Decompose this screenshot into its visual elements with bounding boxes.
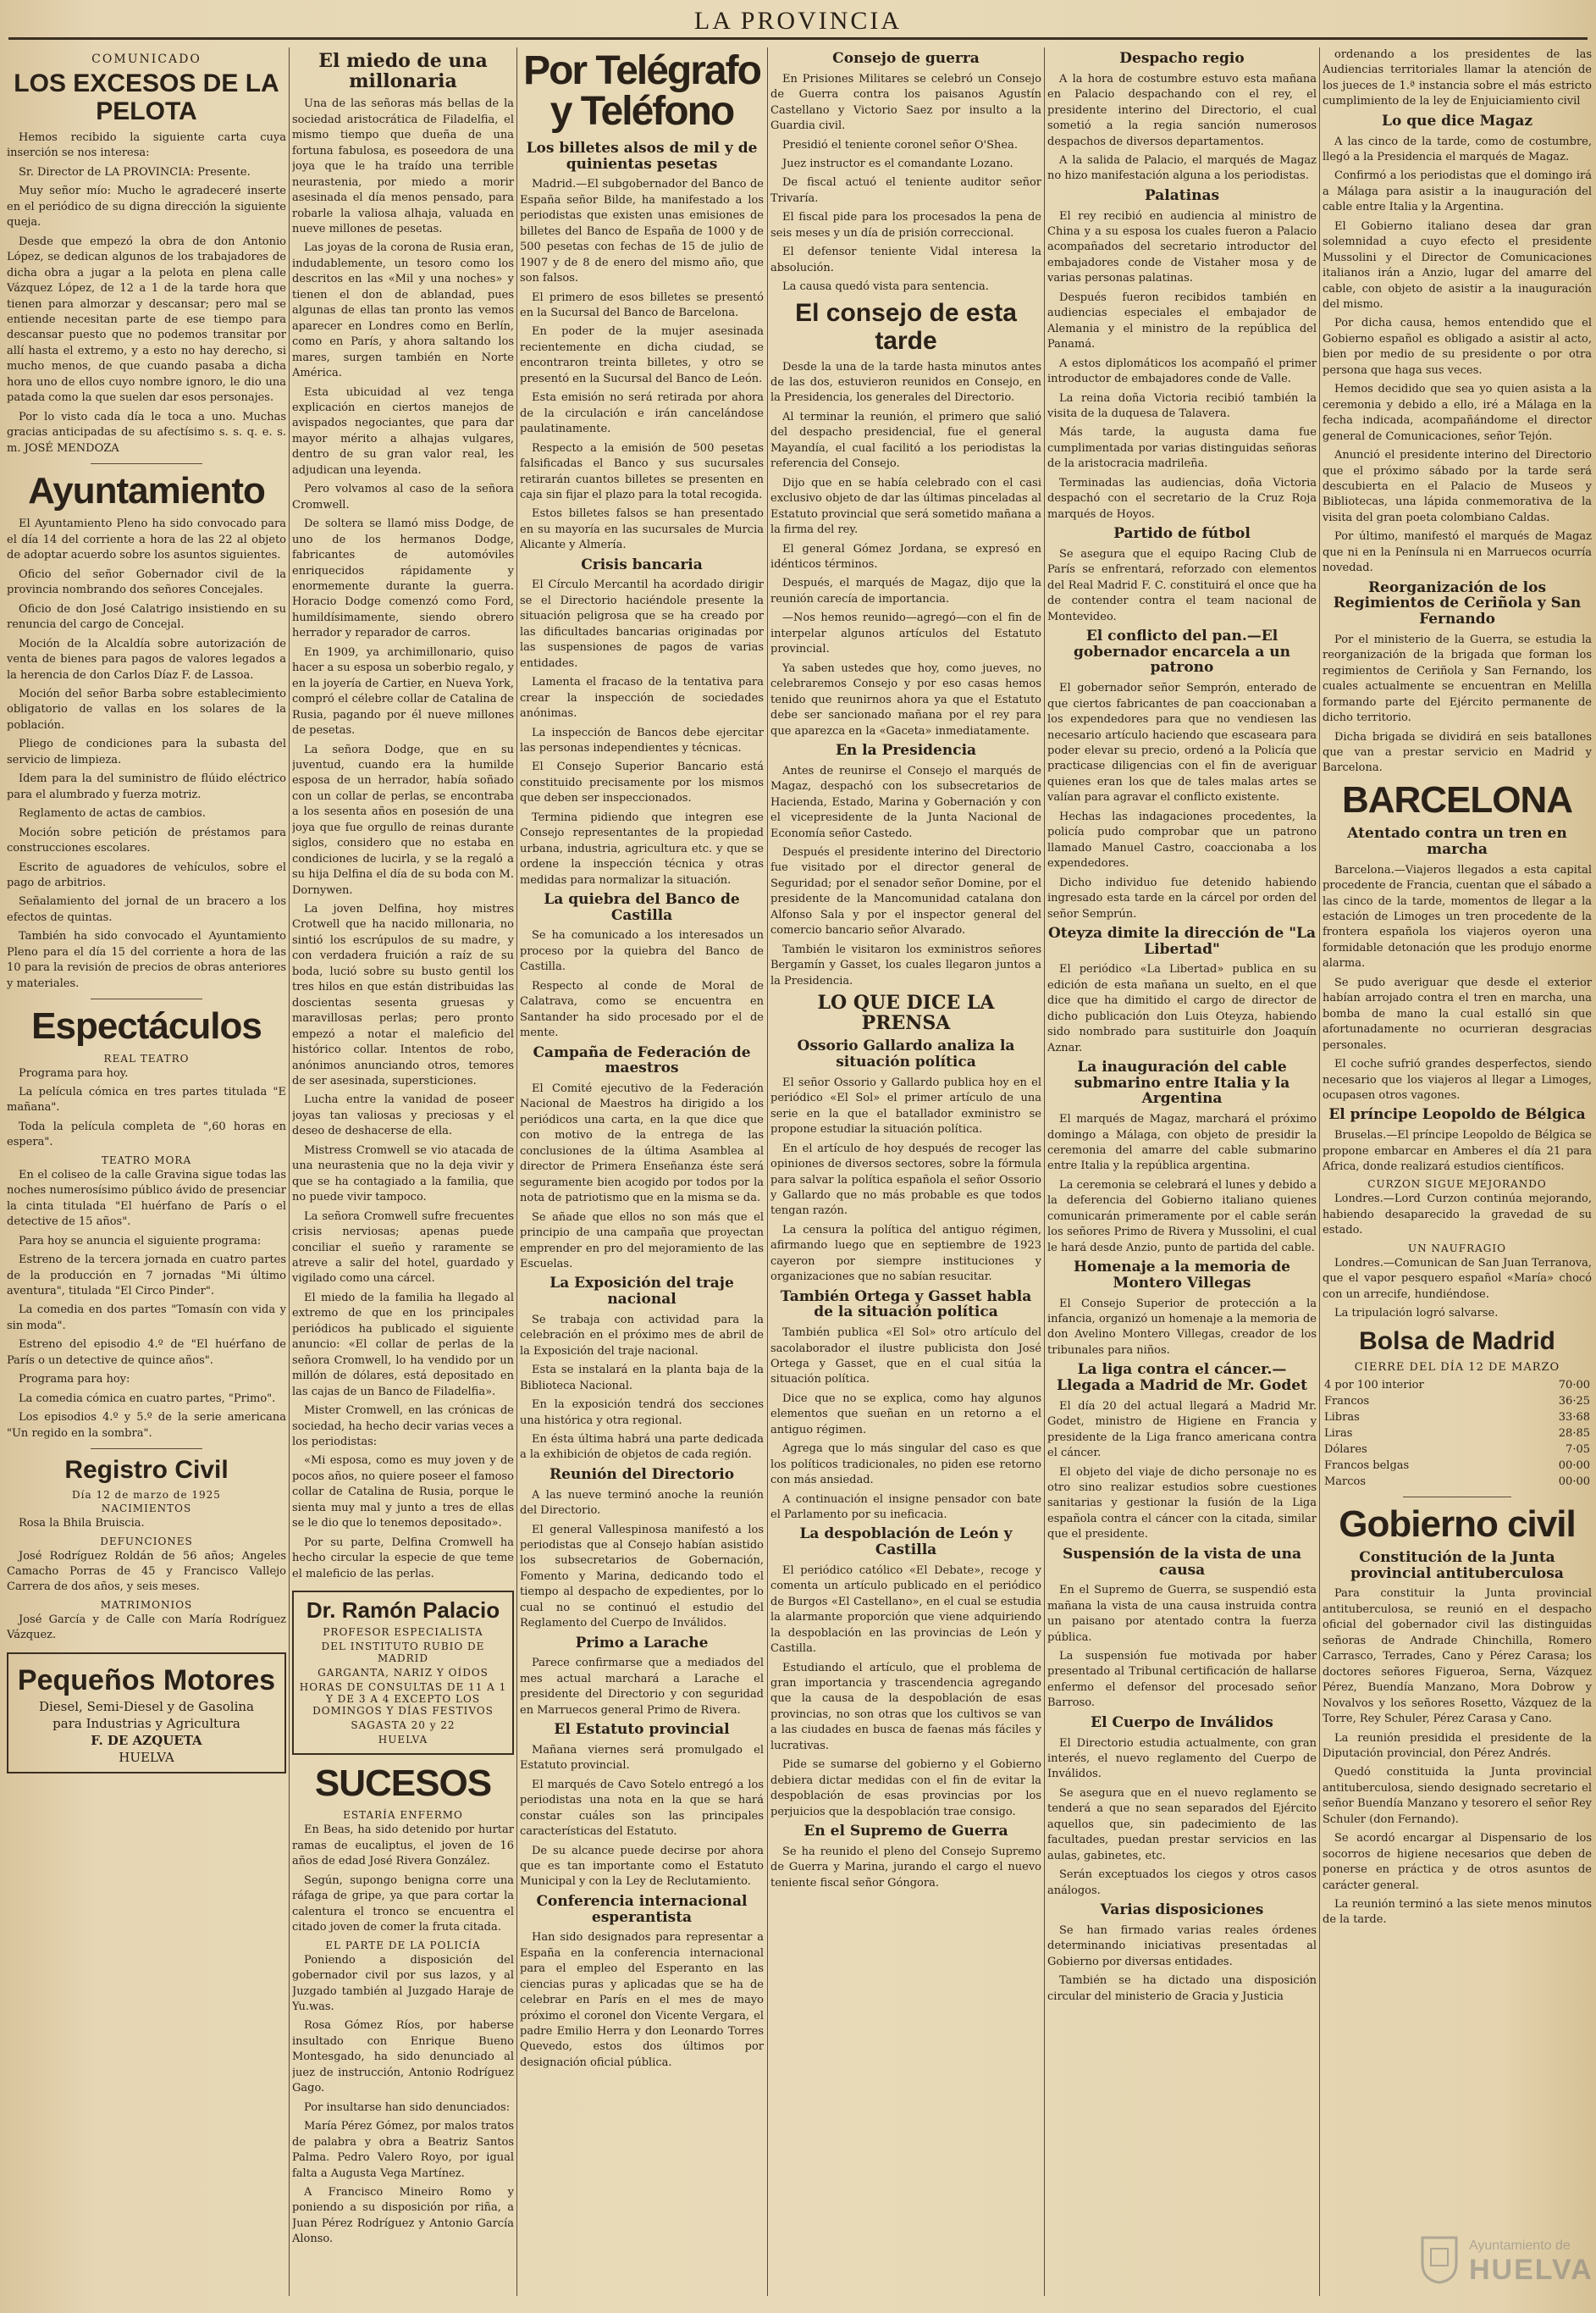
bolsa-value: 36·25 — [1558, 1394, 1590, 1408]
paragraph: La suspensión fue motivada por haber presentado al Tribunal certificación de hallarse enfermo el defensor del procesado señor Barroso. — [1047, 1650, 1317, 1710]
column-divider — [516, 47, 517, 2296]
bolsa-row — [1323, 1425, 1592, 1441]
paragraph: La señora Dodge, que en su juventud, cuando era la humilde esposa de un herrador, había soñado con un collar de perlas, se encontraba a los sesenta años en posesión de una joya que fue orgullo de reinas durante siglos, considero que no estaba en condiciones de lucirla, y se la regaló a su hija Delfina el día de su boda con M. Dornywen. — [292, 743, 514, 897]
watermark-line-2: HUELVA — [1469, 2254, 1593, 2286]
column-divider — [289, 47, 290, 2296]
paragraph: En la exposición tendrá dos secciones una histórica y otra regional. — [520, 1398, 764, 1427]
paragraph: Londres.—Comunican de San Juan Terranova, que el vapor pesquero español «María» chocó con un arrecife, hundiéndose. — [1323, 1256, 1592, 1301]
headline: La despoblación de León y Castilla — [799, 1525, 1013, 1559]
paragraph: El Ayuntamiento Pleno ha sido convocado para el día 14 del corriente a hora de las 22 al objeto de adoptar acuerdo sobre los asuntos siguientes. — [7, 517, 286, 562]
paragraph: A las cinco de la tarde, como de costumbre, llegó a la Presidencia el marqués de Magaz. — [1323, 135, 1592, 163]
headline-telegrafo: Por Telégrafo y Teléfono — [523, 48, 760, 134]
paragraph: El general Vallespinosa manifestó a los periodistas que al Consejo habían asistido los subsecretarios de Gobernación, Fomento y Marina, dedicando todo el tiempo al despacho de expedientes, por lo cual no se continuó el estudio del Reglamento del Cuerpo de Inválidos. — [520, 1523, 764, 1630]
paragraph: Hemos decidido que sea yo quien asista a la ceremonia y debido a ello, iré a Málaga en la fecha indicada, acompañándome el director general de Comunicaciones, señor Tejón. — [1323, 383, 1592, 443]
paragraph: Moción de la Alcaldía sobre autorización de venta de bienes para pagos de valores legados a la herencia de don Carlos Díaz F. de Lassoa. — [7, 637, 286, 682]
paragraph: Reglamento de actas de cambios. — [19, 807, 206, 821]
paragraph: Dijo que en se había celebrado con el casi exclusivo objeto de dar las últimas pinceladas al Estatuto provincial que será sometido mañana a la firma del rey. — [770, 476, 1041, 537]
paragraph: Desde la una de la tarde hasta minutos antes de las dos, estuvieron reunidos en Consejo, en la Presidencia, los generales del Directorio. — [770, 360, 1041, 405]
headline: La inauguración del cable submarino entre Italia y la Argentina — [1074, 1059, 1290, 1108]
paragraph: Estreno del episodio 4.º de "El huérfano de París o un detective de quince años". — [7, 1338, 286, 1367]
subhead: Día 12 de marzo de 1925 — [72, 1489, 221, 1502]
separator — [91, 463, 202, 464]
paragraph: En poder de la mujer asesinada recientemente en dicha ciudad, se encontraron treinta billetes, y otro se presentó en la Sucursal del Banco de León. — [520, 325, 764, 385]
bolsa-label: Liras — [1324, 1426, 1353, 1440]
headline: Constitución de la Junta provincial antituberculosa — [1350, 1549, 1564, 1582]
paragraph: La reunión presidida el presidente de la Diputación provincial, don Pérez Andrés. — [1323, 1731, 1592, 1760]
motores-name: F. DE AZQUETA — [91, 1732, 202, 1748]
doctor-city: HUELVA — [378, 1734, 428, 1746]
paragraph: La comedia cómica en cuatro partes, "Primo". — [19, 1392, 276, 1405]
paragraph: ordenando a los presidentes de las Audiencias territoriales llamar la atención de los jueces de 1.ª instancia sobre el más estricto cumplimiento de la ley de Enjuiciamiento civil — [1323, 48, 1592, 108]
paragraph: Idem para la del suministro de flúido eléctrico para el alumbrado y fuerza motriz. — [7, 772, 286, 801]
paragraph: Se han firmado varias reales órdenes determinando iniciativas presentadas al Gobierno por diversas entidades. — [1047, 1923, 1317, 1968]
paragraph: Al terminar la reunión, el primero que salió del despacho presidencial, fue el general Mayandía, el cual facilitó a los periodistas la referencia del Consejo. — [770, 410, 1041, 471]
paragraph: El miedo de la familia ha llegado al extremo de que en los principales periódicos ha publicado el siguiente anuncio: «El collar de perlas de la señora Cromwell, lo ha vendido por un millón de dólares, está depositado en las cajas de un Banco de Filadelfia». — [292, 1291, 514, 1398]
paragraph: La tripulación logró salvarse. — [1334, 1307, 1499, 1320]
paragraph: Se ha reunido el pleno del Consejo Supremo de Guerra y Marina, jurando el cargo el nuevo teniente fiscal señor Góngora. — [770, 1845, 1041, 1890]
headline-millonaria: El miedo de una millonaria — [318, 50, 488, 93]
paragraph: Londres.—Lord Curzon continúa mejorando, habiendo desaparecido la gravedad de su estado. — [1323, 1192, 1592, 1237]
paragraph: Por lo visto cada día le toca a uno. Muchas gracias anticipadas de su afectísimo s. s. q. e. s. m. JOSÉ MENDOZA — [7, 410, 286, 455]
headline: El Estatuto provincial — [554, 1721, 730, 1739]
motores-advert — [7, 1652, 286, 1773]
paragraph: Hechas las indagaciones procedentes, la policía pudo comprobar que un patrono llamado Manuel Castro, coaccionaba a los expendedores. — [1047, 810, 1317, 871]
paragraph: Mistress Cromwell se vio atacada de una neurastenia que no la deja vivir y que se ha contagiado a la familia, que no puede vivir tampoco. — [292, 1143, 514, 1204]
bolsa-value: 28·85 — [1558, 1426, 1590, 1440]
bolsa-value: 7·05 — [1566, 1442, 1590, 1456]
subhead: EL PARTE DE LA POLICÍA — [325, 1939, 481, 1951]
paragraph: A continuación el insigne pensador con bate el Parlamento por su ineficacia. — [770, 1492, 1041, 1522]
headline: El Cuerpo de Inválidos — [1091, 1713, 1273, 1731]
bolsa-value: 00·00 — [1558, 1475, 1590, 1488]
doctor-advert — [292, 1591, 514, 1755]
paragraph: Escrito de aguadores de vehículos, sobre el pago de arbitrios. — [7, 860, 286, 889]
paragraph: El Consejo Superior Bancario está constituido precisamente por los mismos que deben ser inspeccionados. — [520, 761, 764, 805]
headline: El conflicto del pan.—El gobernador encarcela a un patrono — [1073, 628, 1291, 677]
paragraph: Se pudo averiguar que desde el exterior habían arrojado contra el tren en marcha, una bomba de mano la cual estalló sin que afortunadamente no ocurrieran desgracias personales. — [1323, 976, 1592, 1052]
paragraph: José García y de Calle con María Rodríguez Vázquez. — [7, 1613, 286, 1642]
paragraph: A las nueve terminó anoche la reunión del Directorio. — [520, 1488, 764, 1518]
paragraph: El rey recibió en audiencia al ministro de China y a su esposa los cuales fueron a Palacio acompañados del secretario introductor del embajadores conde de Vistaher mosa y de varias personas palatinas. — [1047, 209, 1317, 285]
paragraph: Después fueron recibidos también en audiencias especiales el embajador de Alemania y el ministro de la república del Panamá. — [1047, 291, 1317, 351]
column-divider — [1044, 47, 1045, 2296]
header-rule — [8, 37, 1588, 40]
paragraph: Después, el marqués de Magaz, dijo que la reunión carecía de importancia. — [770, 577, 1041, 606]
paragraph: Esta ubicuidad al vez tenga explicación en ciertos manejos de avispados negociantes, que para dar mayor mérito a alhajas vulgares, dentro de su gran valor real, les adjudican una leyenda. — [292, 385, 514, 477]
subhead: REAL TEATRO — [103, 1052, 190, 1065]
paragraph: También ha sido convocado el Ayuntamiento Pleno para el día 15 del corriente a hora de las 10 para la revisión de precios de obras anteriores y materiales. — [7, 930, 286, 990]
headline: Los billetes alsos de mil y de quinientas pesetas — [526, 140, 758, 173]
paragraph: De soltera se llamó miss Dodge, de uno de los hermanos Dodge, fabricantes de automóviles enriquecidos rápidamente y enormemente durante la guerra. Horacio Dodge comenzó como Ford, humildísimamente, siendo obrero herrador y reparador de carros. — [292, 517, 514, 640]
paragraph: Oficio de don José Calatrigo insistiendo en su renuncia del cargo de Concejal. — [7, 602, 286, 632]
paragraph: Desde que empezó la obra de don Antonio López, se dedican algunos de los trabajadores de dicha obra a jugar a la pelota en plena calle Vázquez López, de 12 a 1 de la tarde hora que tienen para almorzar y descansar; pero mal se entiende necesitan parte de ese tiempo para descansar puesto que no podemos transitar por allí hasta el extremo, y a esto no hay derecho, si mucho menos, de que cuando pasaba a dicha hora uno de ellos cuyo nombre ignoro, le dio una patada como la que suelen dar esos personajes. — [7, 235, 286, 405]
paragraph: La comedia en dos partes "Tomasín con vida y sin moda". — [7, 1303, 286, 1332]
headline: También Ortega y Gasset habla de la situación política — [780, 1287, 1032, 1321]
paragraph: Oficio del señor Gobernador civil de la provincia nombrando dos señores Concejales. — [7, 567, 286, 597]
paragraph: Moción sobre petición de préstamos para construcciones escolares. — [7, 826, 286, 855]
headline: En la Presidencia — [835, 742, 977, 759]
headline: Palatinas — [1144, 186, 1220, 204]
headline-ayuntamiento: Ayuntamiento — [28, 470, 265, 512]
subhead: TEATRO MORA — [101, 1154, 192, 1166]
paragraph: Muy señor mío: Mucho le agradeceré inserte en el periódico de su digna dirección la siguiente queja. — [7, 185, 286, 230]
headline: La quiebra del Banco de Castilla — [544, 891, 740, 924]
subhead: ESTARÍA ENFERMO — [343, 1809, 463, 1822]
motores-city: HUELVA — [119, 1749, 174, 1765]
paragraph: Por su parte, Delfina Cromwell ha hecho circular la especie de que teme el maleficio de las perlas. — [292, 1536, 514, 1580]
paragraph: Toda la película completa de ",60 horas en espera". — [7, 1120, 286, 1149]
column-4 — [770, 47, 1041, 2296]
subhead: MATRIMONIOS — [100, 1598, 193, 1611]
headline-consejo-tarde: El consejo de esta tarde — [795, 298, 1017, 355]
column-divider — [767, 47, 768, 2296]
doctor-line: HORAS DE CONSULTAS DE 11 A 1 Y DE 3 A 4 EXCEPTO LOS DOMINGOS Y DÍAS FESTIVOS — [299, 1681, 507, 1718]
paragraph: Mister Cromwell, en las crónicas de sociedad, ha hecho decir varias veces a los periodistas: — [292, 1404, 514, 1448]
paragraph: El día 20 del actual llegará a Madrid Mr. Godet, ministro de Higiene en Francia y presidente de la Liga franco americana contra el cáncer. — [1047, 1399, 1317, 1460]
paragraph: Esta se instalará en la planta baja de la Biblioteca Nacional. — [520, 1364, 764, 1392]
headline: Lo que dice Magaz — [1381, 112, 1532, 130]
paragraph: También le visitaron los exministros señores Bergamín y Gasset, los cuales llegaron juntos a la Presidencia. — [770, 943, 1041, 988]
paragraph: El periódico «La Libertad» publica en su edición de esta mañana un suelto, en el que dice que ha dimitido el cargo de director de dicho publicación don Luis Oteyza, habiendo sido nombrado para sustituirle don Joaquín Aznar. — [1047, 963, 1317, 1054]
headline-bolsa: Bolsa de Madrid — [1359, 1326, 1555, 1355]
paragraph: Los episodios 4.º y 5.º de la serie americana "Un regido en la sombra". — [7, 1411, 286, 1440]
paragraph: Programa para hoy: — [19, 1373, 130, 1386]
paragraph: Según, supongo benigna corre una ráfaga de gripe, ya que para cortar la calentura el tronco se encuentra el citado joven de comer la fruta citada. — [292, 1873, 514, 1934]
headline: En el Supremo de Guerra — [804, 1823, 1008, 1840]
watermark-line-1: Ayuntamiento de — [1469, 2238, 1571, 2253]
subhead: DEFUNCIONES — [100, 1535, 193, 1547]
headline: Oteyza dimite la dirección de "La Libertad" — [1047, 924, 1317, 958]
paragraph: Las joyas de la corona de Rusia eran, indudablemente, un tesoro como los descritos en las «Mil y una noches» y tienen el don de ablandad, pues algunas de ellas tan pronto las vemos aparecer en Londres como en Berlín, como en París, y ahora saltando los mares, surgen también en Norte América. — [292, 241, 514, 380]
paragraph: La joven Delfina, hoy mistres Crotwell que ha nacido millonaria, no sintió los escrúpulos de su madre, y con verdadera fruición a raíz de su boda, lució sobre su busto gentil los tres hilos en que están distribuidas las doscientas sesenta gruesas y maravillosas perlas; pero pronto empezó a notar el maleficio del histórico collar. Intentos de robo, anónimos anunciando otros, temores de ser asesinada, supersticiones. — [292, 903, 514, 1088]
paragraph: También publica «El Sol» otro artículo del sacolaborador el ilustre publicista don José Ortega y Gasset, que en el cual sitúa la situación política. — [770, 1326, 1041, 1386]
paragraph: Dice que no se explica, como hay algunos elementos que sueñan en un retorno a el antiguo régimen. — [770, 1392, 1041, 1436]
paragraph: Se añade que ellos no son más que el principio de una campaña que proyectan emprender en pro del mejoramiento de las Escuelas. — [520, 1210, 764, 1270]
separator — [91, 1448, 202, 1449]
column-divider — [1319, 47, 1320, 2296]
headline: Primo a Larache — [575, 1634, 709, 1652]
bolsa-label: Francos — [1324, 1394, 1370, 1408]
motores-line: para Industrias y Agricultura — [52, 1715, 240, 1731]
paragraph: Termina pidiendo que integren ese Consejo representantes de la propiedad urbana, industria, agricultura etc. y que se ordene la inspección técnica y otras medidas para normalizar la situación. — [520, 811, 764, 887]
paragraph: Antes de reunirse el Consejo el marqués de Magaz, despachó con los subsecretarios de Hacienda, Estado, Marina y Gobernación y con el vicepresidente de la Junta Nacional de Economía señor Castedo. — [770, 764, 1041, 840]
headline: Atentado contra un tren en marcha — [1347, 825, 1567, 858]
paragraph: Respecto a la emisión de 500 pesetas falsificadas el Banco y sus sucursales retirarán cuantos billetes se presenten en caja sin fijar el plazo para la total recogida. — [520, 441, 764, 501]
paragraph: Pliego de condiciones para la subasta del servicio de limpieza. — [7, 738, 286, 766]
bolsa-row — [1323, 1458, 1592, 1474]
paragraph: El gobernador señor Semprón, enterado de que ciertos fabricantes de pan coaccionaban a los expendedores para que no vendiesen las necesario artículo haciendo que escaseara para poder elevar su precio, ordenó a la Policía que practicase diligencias con el fin de averiguar quienes eran los que de tales malas artes se valían para agravar el conflicto existente. — [1047, 682, 1317, 805]
paragraph: La película cómica en tres partes titulada "E mañana". — [7, 1085, 286, 1115]
paragraph: En el artículo de hoy después de recoger las opiniones de diversos sectores, sobre la fórmula para salvar la política española el señor Ossorio y Gallardo que no más probable es que todos tengan razón. — [770, 1142, 1041, 1218]
bolsa-label: Marcos — [1324, 1475, 1367, 1488]
paragraph: Hemos recibido la siguiente carta cuya inserción se nos interesa: — [7, 131, 286, 160]
bolsa-row — [1323, 1474, 1592, 1490]
bolsa-value: 70·00 — [1558, 1378, 1590, 1392]
bolsa-label: Libras — [1324, 1410, 1360, 1424]
headline-sucesos: SUCESOS — [314, 1762, 492, 1805]
headline: Crisis bancaria — [581, 556, 703, 573]
paragraph: A la hora de costumbre estuvo esta mañana en Palacio despachando con el rey, el presidente interino del Directorio, el cual sometió a la regia sanción numerosos despachos de diversos departamentos. — [1047, 72, 1317, 148]
paragraph: Después el presidente interino del Directorio fue visitado por el director general de Seguridad; por el senador señor Domine, por el presidente de la Mancomunidad catalana don Alfonso Sala y por el inspector general del comercio bancario señor Alvarado. — [770, 845, 1041, 938]
headline-prensa: LO QUE DICE LA PRENSA — [817, 992, 995, 1035]
paragraph: Bruselas.—El príncipe Leopoldo de Bélgica se propone embarcar en Amberes el día 21 para Africa, donde realizará estudios científicos. — [1323, 1129, 1592, 1174]
headline: Reunión del Directorio — [549, 1465, 735, 1483]
paragraph: El periódico católico «El Debate», recoge y comenta un artículo publicado en el periódico de Burgos «El Castellano», en el cual se estudia la alarmante proporción que viene adquiriendo la despoblación en las provincias de León y Castilla. — [770, 1563, 1041, 1656]
doctor-address: SAGASTA 20 y 22 — [351, 1719, 456, 1732]
paragraph: La reina doña Victoria recibió también la visita de la duquesa de Talavera. — [1047, 391, 1317, 420]
paragraph: Una de las señoras más bellas de la sociedad aristocrática de Filadelfia, el mismo tiempo que dueña de una fortuna fabulosa, es poseedora de una joya que le ha traído una terrible neurastenia, por miedo a morir asesinada el día menos pensado, para robarle la valiosa alhaja, valuada en nueve millones de pesetas. — [292, 97, 514, 235]
subhead: NACIMIENTOS — [101, 1502, 192, 1515]
paragraph: Esta emisión no será retirada por ahora de la circulación e irán cancelándose paulatinamente. — [520, 391, 764, 436]
paragraph: Pero volvamos al caso de la señora Cromwell. — [292, 483, 514, 512]
paragraph: Mañana viernes será promulgado el Estatuto provincial. — [520, 1743, 764, 1773]
bolsa-table — [1323, 1377, 1592, 1490]
doctor-line: PROFESOR ESPECIALISTA — [323, 1626, 483, 1639]
bolsa-row — [1323, 1393, 1592, 1409]
kicker: COMUNICADO — [91, 53, 202, 66]
motores-title: Pequeños Motores — [17, 1663, 276, 1696]
headline: Homenaje a la memoria de Montero Villegas — [1074, 1259, 1290, 1292]
headline: Suspensión de la vista de una causa — [1063, 1545, 1301, 1579]
paragraph: Han sido designados para representar a España en la conferencia internacional para el empleo del Esperanto en las ciencias puras y aplicadas que se ha de celebrar en París en el mes de mayo próximo el coronel don Vicente Vergara, el padre Emilio Herra y don Leonardo Torres Quevedo, estos dos últimos por designación oficial pública. — [520, 1931, 764, 2069]
column-5 — [1047, 47, 1317, 2296]
column-6 — [1323, 47, 1592, 2296]
paragraph: «Mi esposa, como es muy joven y de pocos años, no quiere poseer el famoso collar de Catalina de Rusia, porque le sienta muy mal y junto a tres de ellas se le dio que lo tenemos depositado». — [292, 1454, 514, 1530]
headline-barcelona: BARCELONA — [1341, 778, 1573, 821]
doctor-line: DEL INSTITUTO RUBIO DE MADRID — [321, 1641, 485, 1665]
paragraph: En Beas, ha sido detenido por hurtar ramas de eucaliptus, el joven de 16 años de edad José Rivera González. — [292, 1823, 514, 1868]
paragraph: El objeto del viaje de dicho personaje no es otro sino realizar estudios sobre cuestiones sanitarias y gestionar la fusión de la Liga española contra el cáncer con la citada, similar que el presidente. — [1047, 1465, 1317, 1541]
paragraph: Por dicha causa, hemos entendido que el Gobierno español es obligado a asistir al acto, bien por medio de su presidente o por otra persona que haga sus veces. — [1323, 317, 1592, 377]
paragraph: Señalamiento del jornal de un bracero a los efectos de quintas. — [7, 895, 286, 924]
paragraph: La inspección de Bancos debe ejercitar las personas independientes y técnicas. — [520, 726, 764, 755]
headline: Consejo de guerra — [832, 50, 980, 67]
paragraph: En el coliseo de la calle Gravina sigue todas las noches numerosísimo público ávido de presenciar la cinta titulada "El huérfano de París o el detective de 15 años". — [7, 1168, 286, 1229]
column-1 — [7, 47, 286, 2296]
paragraph: Poniendo a disposición del gobernador civil por sus lazos, y al Juzgado también al Juzgado Haraje de Yu.was. — [292, 1953, 514, 2013]
paragraph: El primero de esos billetes se presentó en la Sucursal del Banco de Barcelona. — [520, 291, 764, 319]
doctor-line: GARGANTA, NARIZ Y OÍDOS — [318, 1667, 489, 1679]
paragraph: Serán exceptuados los ciegos y otros casos análogos. — [1047, 1868, 1317, 1897]
paragraph: Pide se sumarse del gobierno y el Gobierno debiera dictar medidas con el fin de evitar la despoblación de esas provincias por los perjuicios que la despoblación trae consigo. — [770, 1758, 1041, 1818]
paragraph: —Nos hemos reunido—agregó—con el fin de interpelar algunos artículos del Estatuto provincial. — [770, 611, 1041, 656]
paragraph: A la salida de Palacio, el marqués de Magaz no hizo manifestación alguna a los periodistas. — [1047, 153, 1317, 183]
paragraph: Se asegura que el equipo Racing Club de París se enfrentará, reforzado con elementos del Real Madrid F. C. constituirá el once que ha de contender contra el team nacional de Montevideo. — [1047, 547, 1317, 623]
bolsa-row — [1323, 1409, 1592, 1425]
paragraph: Se trabaja con actividad para la celebración en el próximo mes de abril de la Exposición del traje nacional. — [520, 1313, 764, 1358]
column-3 — [520, 47, 764, 2296]
paragraph: Programa para hoy. — [19, 1066, 129, 1080]
headline-registro-civil: Registro Civil — [64, 1456, 229, 1485]
paragraph: A Francisco Mineiro Romo y poniendo a su disposición por riña, a Juan Pérez Rodríguez y Antonio García Alonso. — [292, 2185, 514, 2246]
headline: Conferencia internacional esperantista — [536, 1892, 748, 1926]
paragraph: El Gobierno italiano desea dar gran solemnidad a cuyo efecto el presidente Mussolini y el Director de Comunicaciones italianos irán a Anzio, lugar del amarre del cable, con objeto de asistir a la inauguración del mismo. — [1323, 219, 1592, 312]
paragraph: De fiscal actuó el teniente auditor señor Trivaría. — [770, 176, 1041, 205]
paragraph: María Pérez Gómez, por malos tratos de palabra y obra a Beatriz Santos Palma. Pedro Valero Royo, por igual falta a Augusta Vega Martínez. — [292, 2120, 514, 2180]
paragraph: El coche sufrió grandes desperfectos, siendo necesario que los viajeros al llegar a Limoges, ocupasen otros vagones. — [1323, 1058, 1592, 1102]
paragraph: Madrid.—El subgobernador del Banco de España señor Bilde, ha manifestado a los periodistas que existen unas emisiones de billetes del Banco de España de 1000 y de 500 pesetas con fechas de 15 de julio de 1907 y de 8 de enero del mismo año, que son falsos. — [520, 178, 764, 285]
paragraph: Rosa Gómez Ríos, por haberse insultado con Enrique Bueno Montesgado, ha sido denunciado al juez de instrucción, Antonio Rodríguez Gago. — [292, 2019, 514, 2095]
headline-espectaculos: Espectáculos — [31, 1005, 262, 1048]
paragraph: El general Gómez Jordana, se expresó en idénticos términos. — [770, 542, 1041, 572]
paragraph: Se acordó encargar al Dispensario de los socorros de higiene necesarios que deben de ponerse en práctica y de otros asuntos de carácter general. — [1323, 1832, 1592, 1892]
headline: Despacho regio — [1119, 50, 1245, 67]
paragraph: Presidió el teniente coronel señor O'Shea. — [782, 138, 1018, 152]
paragraph: Por último, manifestó el marqués de Magaz que ni en la Península ni en Marruecos ocurría novedad. — [1323, 530, 1592, 575]
paragraph: Para hoy se anuncia el siguiente programa: — [19, 1234, 262, 1248]
paragraph: Por insultarse han sido denunciados: — [304, 2100, 511, 2114]
paragraph: La causa quedó vista para sentencia. — [782, 280, 989, 294]
paragraph: El Círculo Mercantil ha acordado dirigir se el Directorio haciéndole presente la situación peligrosa que se ha creado por las dificultades bancarias originadas por las suspensiones de pagos de varias entidades. — [520, 578, 764, 670]
headline-gobierno-civil: Gobierno civil — [1339, 1502, 1576, 1545]
bolsa-date: CIERRE DEL DÍA 12 DE MARZO — [1354, 1360, 1560, 1374]
paragraph: Sr. Director de LA PROVINCIA: Presente. — [19, 165, 251, 179]
bolsa-row — [1323, 1377, 1592, 1393]
paragraph: Juez instructor es el comandante Lozano. — [782, 157, 1013, 170]
paragraph: La ceremonia se celebrará el lunes y debido a la deferencia del Gobierno italiano quienes comunicarán primeramente por el cable serán los señores Primo de Rivera y Mussolini, el cual le hará desde Anzio, punto de partida del cable. — [1047, 1178, 1317, 1254]
headline: Partido de fútbol — [1113, 525, 1251, 543]
paragraph: Terminadas las audiencias, doña Victoria despachó con el secretario de la Cruz Roja marqués de Hoyos. — [1047, 476, 1317, 521]
paragraph: También se ha dictado una disposición circular del ministerio de Gracia y Justicia — [1047, 1974, 1317, 2003]
paragraph: Se ha comunicado a los interesados un proceso por la quiebra del Banco de Castilla. — [520, 929, 764, 974]
paragraph: Agrega que lo más singular del caso es que los políticos tradicionales, no piden ese retorno con más ansiedad. — [770, 1442, 1041, 1487]
paragraph: A estos diplomáticos los acompañó el primer introductor de embajadores conde de Valle. — [1047, 357, 1317, 386]
paragraph: El señor Ossorio y Gallardo publica hoy en el periódico «El Sol» el primer artículo de una serie en la que el batallador exministro se propone estudiar la situación política. — [770, 1076, 1041, 1137]
headline: Reorganización de los Regimientos de Ceriñola y San Fernando — [1333, 578, 1582, 628]
subhead: UN NAUFRAGIO — [1408, 1242, 1506, 1254]
paragraph: Lamenta el fracaso de la tentativa para crear la inspección de sociedades anónimas. — [520, 676, 764, 721]
paragraph: El marqués de Cavo Sotelo entregó a los periodistas una nota en la que se hará constar cuáles son las principales características del Estatuto. — [520, 1778, 764, 1839]
headline: La Exposición del traje nacional — [549, 1275, 734, 1309]
paragraph: Por el ministerio de la Guerra, se estudia la reorganización de la brigada que forman los regimientos de Ceriñola y San Fernando, los cuales actualmente se encuentran en Melilla formando parte del Ejército permanente de dicho territorio. — [1323, 633, 1592, 725]
paragraph: De su alcance puede decirse por ahora que es tan importante como el Estatuto Municipal y con la Ley de Reclutamiento. — [520, 1844, 764, 1889]
paragraph: El fiscal pide para los procesados la pena de seis meses y un día de prisión correccional. — [770, 211, 1041, 240]
crest-icon — [1418, 2233, 1461, 2284]
headline: Campaña de Federación de maestros — [533, 1043, 751, 1077]
paragraph: Anunció el presidente interino del Directorio que el próximo sábado por la tarde será descubierta en el Palacio de Museos y Bibliotecas, una lápida conmemorativa de la visita del gran poeta colombiano Caldas. — [1323, 449, 1592, 524]
paragraph: La reunión terminó a las siete menos minutos de la tarde. — [1323, 1898, 1592, 1927]
bolsa-label: Dólares — [1324, 1442, 1367, 1456]
bolsa-label: 4 por 100 interior — [1324, 1378, 1424, 1392]
paragraph: Parece confirmarse que a mediados del mes actual marchará a Larache el presidente del Directorio y con seguridad en Marruecos general Primo de Rivera. — [520, 1657, 764, 1717]
paragraph: El Consejo Superior de protección a la infancia, organizó un homenaje a la memoria de don Avelino Montero Villegas, creador de los tribunales para niños. — [1047, 1297, 1317, 1357]
column-2 — [292, 47, 514, 2296]
headline: La liga contra el cáncer.—Llegada a Madrid de Mr. Godet — [1057, 1361, 1307, 1395]
paragraph: Estudiando el artículo, que el problema de gran importancia y trascendencia agregando que la causa de la despoblación de esas provincias, no son otras que los cultivos se van a las ciudades en busca de faenas más fáciles y lucrativas. — [770, 1661, 1041, 1752]
paragraph: Para constituir la Junta provincial antituberculosa, se reunió en el despacho oficial del gobernador civil las distinguidas señoras de Andrade Chinchilla, Romero Carrasco, Terrades, Cano y Pérez Carasa; los doctores señores Figueroa, Serna, Vázquez Pérez, Buendía Manzano, Mora Dobrow y Novalvos y los señores Rosetto, Vázquez de la Torre, Rey Schuler, Pérez Carasa y Cano. — [1323, 1587, 1592, 1726]
paragraph: La censura la política del antiguo régimen, afirmando luego que en septiembre de 1923 cayeron por siempre instituciones y organizaciones que no sabían resucitar. — [770, 1223, 1041, 1284]
paragraph: En 1909, ya archimillonario, quiso hacer a su esposa un soberbio regalo, y en la joyería de Cartier, en Nueva York, compró el célebre collar de Catalina de Rusia, pagando por él nueve millones de pesetas. — [292, 645, 514, 738]
paragraph: José Rodríguez Roldán de 56 años; Angeles Camacho Porras de 45 y Francisco Vallejo Carrera de dos años, y seis meses. — [7, 1549, 286, 1594]
paragraph: Quedó constituida la Junta provincial antituberculosa, siendo designado secretario el señor Buendía Manzano y tesorero el señor Rey Schuler (don Fernando). — [1323, 1766, 1592, 1826]
doctor-name: Dr. Ramón Palacio — [306, 1597, 500, 1624]
bolsa-label: Francos belgas — [1324, 1458, 1410, 1472]
masthead: LA PROVINCIA — [693, 7, 903, 35]
paragraph: El marqués de Magaz, marchará el próximo domingo a Málaga, con objeto de presidir la ceremonia del amarre del cable submarino entre Italia y la república argentina. — [1047, 1113, 1317, 1173]
paragraph: El Comité ejecutivo de la Federación Nacional de Maestros ha dirigido a los periódicos una carta, en la que dice que con motivo de la entrega de las conclusiones de la última Asamblea al director de Primera Enseñanza éste será seguramente bien acogido por todos por la nota de patriotismo que en la misma se da. — [520, 1082, 764, 1205]
headline-pelota: LOS EXCESOS DE LA PELOTA — [14, 69, 279, 125]
paragraph: El defensor teniente Vidal interesa la absolución. — [770, 246, 1041, 274]
paragraph: Ya saben ustedes que hoy, como jueves, no celebraremos Consejo y por eso casas hemos tenido que reunirnos ahora ya que el Estatuto debe ser sancionado mañana por el rey para que aparezca en la «Gaceta» inmediatamente. — [770, 661, 1041, 738]
headline: El príncipe Leopoldo de Bélgica — [1328, 1106, 1586, 1124]
paragraph: En Prisiones Militares se celebró un Consejo de Guerra contra los paisanos Agustín Castellano y Victorio Saez por insulto a la Guardia civil. — [770, 72, 1041, 133]
paragraph: Rosa la Bhila Bruiscia. — [19, 1517, 145, 1530]
paragraph: Se asegura que en el nuevo reglamento se tenderá a que no sean separados del Ejército aquellos que, sin padecimiento de las facultades, puedan prestar servicios en las aulas, gabinetes, etc. — [1047, 1786, 1317, 1862]
paragraph: Moción del señor Barba sobre establecimiento obligatorio de vallas en los solares de la población. — [7, 687, 286, 732]
paragraph: Barcelona.—Viajeros llegados a esta capital procedente de Francia, cuentan que el sábado a las cinco de la tarde, momentos de llegar a la estación de Limoges un tren procedente de la frontera española los viajeros oyeron una formidable detonación que les produjo enorme alarma. — [1323, 863, 1592, 971]
bolsa-row — [1323, 1441, 1592, 1458]
motores-line: Diesel, Semi-Diesel y de Gasolina — [38, 1698, 255, 1714]
paragraph: En ésta última habrá una parte dedicada a la exhibición de objetos de cada región. — [520, 1433, 764, 1462]
paragraph: Dicha brigada se dividirá en seis batallones que van a prestar servicio en Madrid y Barcelona. — [1323, 730, 1592, 775]
paragraph: Lucha entre la vanidad de poseer joyas tan valiosas y preciosas y el deseo de deshacerse de ella. — [292, 1093, 514, 1138]
ayuntamiento-watermark — [1418, 2233, 1593, 2288]
headline: Varias disposiciones — [1100, 1901, 1264, 1919]
paragraph: Estos billetes falsos se han presentado en su mayoría en las sucursales de Murcia Alicante y Almería. — [520, 507, 764, 552]
paragraph: Estreno de la tercera jornada en cuatro partes de la producción en 7 jornadas "Mi último aventura", titulada "El Circo Pinder". — [7, 1253, 286, 1298]
paragraph: Dicho individuo fue detenido habiendo ingresado esta tarde en la cárcel por orden del señor Semprún. — [1047, 876, 1317, 921]
paragraph: La señora Cromwell sufre frecuentes crisis nerviosas; apenas puede conciliar el sueño y raramente se atreve a salir del hotel, guardado y vigilado como una cárcel. — [292, 1209, 514, 1286]
bolsa-value: 00·00 — [1558, 1458, 1590, 1472]
bolsa-value: 33·68 — [1558, 1410, 1590, 1424]
paragraph: Confirmó a los periodistas que el domingo irá a Málaga para asistir a la inauguración del cable entre Italia y la Argentina. — [1323, 169, 1592, 214]
paragraph: Respecto al conde de Moral de Calatrava, como se encuentra en Santander ha sido procesado por el de mente. — [520, 979, 764, 1040]
paragraph: Más tarde, la augusta dama fue cumplimentada por varias distinguidas señoras de la aristocracia madrileña. — [1047, 426, 1317, 471]
subhead: CURZON SIGUE MEJORANDO — [1367, 1178, 1547, 1191]
paragraph: El Directorio estudia actualmente, con gran interés, el nuevo reglamento del Cuerpo de Inválidos. — [1047, 1736, 1317, 1781]
headline: Ossorio Gallardo analiza la situación política — [797, 1038, 1015, 1071]
paragraph: En el Supremo de Guerra, se suspendió esta mañana la vista de una causa instruida contra un paisano por atentado contra la fuerza pública. — [1047, 1584, 1317, 1644]
